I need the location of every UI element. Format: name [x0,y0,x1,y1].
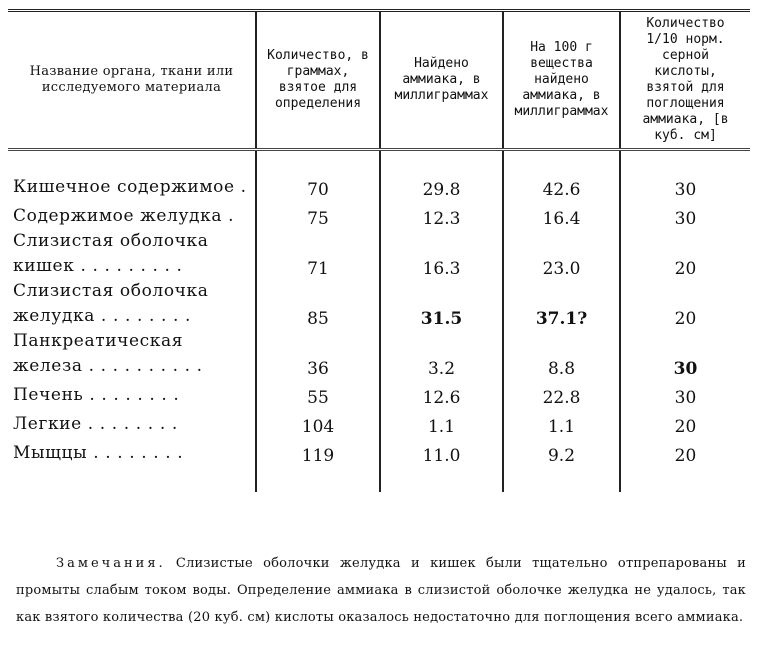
row-grams: 104 [256,408,380,437]
row-ammonia-mg: 12.3 [380,200,503,229]
row-per-100g: 22.8 [503,379,620,408]
note-text: Слизистые оболочки желудка и кишек были тщательно отпрепарованы и промыты слабым током воды. Определение аммиака в слизистой оболочке желудка не удалось, так как взятого количества (20 куб. см) кислоты оказалось недостаточно для поглощения всего аммиака. [16,556,746,625]
table-note [16,550,746,631]
header-organ-name: Название органа, ткани или исследуемого материала [8,11,256,150]
row-ammonia-mg: 11.0 [380,437,503,474]
row-grams: 70 [256,171,380,200]
row-name: Слизистая оболочка кишек . . . . . . . . . [13,231,209,276]
row-name: Содержимое желудка . [13,206,235,226]
header-per-100g: На 100 г вещества найдено аммиака, в миллиграммах [503,11,620,150]
row-acid-cc: 20 [620,279,750,329]
header-grams: Количество, в граммах, взятое для определения [256,11,380,150]
row-name: Кишечное содержимое . [13,177,247,197]
row-acid-cc: 30 [620,379,750,408]
row-per-100g: 1.1 [503,408,620,437]
row-grams: 71 [256,229,380,279]
row-per-100g: 42.6 [503,171,620,200]
row-ammonia-mg: 16.3 [380,229,503,279]
row-name: Легкие . . . . . . . . [13,414,178,434]
table-row [8,408,750,437]
row-per-100g: 23.0 [503,229,620,279]
row-name: Панкреатическая железа . . . . . . . . . . [13,331,203,376]
row-per-100g: 37.1? [503,279,620,329]
row-acid-cc: 20 [620,408,750,437]
header-ammonia-found: Найдено аммиака, в миллиграммах [380,11,503,150]
row-grams: 119 [256,437,380,474]
row-acid-cc: 30 [620,171,750,200]
row-per-100g: 9.2 [503,437,620,474]
row-name: Мыщцы . . . . . . . . [13,443,184,463]
table-header-row [8,11,750,150]
row-acid-cc: 20 [620,437,750,474]
row-ammonia-mg: 31.5 [380,279,503,329]
row-acid-cc: 30 [620,329,750,379]
row-name: Слизистая оболочка желудка . . . . . . . . [13,281,209,326]
table-row [8,229,750,279]
ammonia-table [8,9,750,492]
row-ammonia-mg: 3.2 [380,329,503,379]
row-grams: 55 [256,379,380,408]
row-ammonia-mg: 1.1 [380,408,503,437]
table-row [8,200,750,229]
table-row [8,329,750,379]
row-acid-cc: 20 [620,229,750,279]
row-name: Печень . . . . . . . . [13,385,180,405]
table-row [8,437,750,474]
header-acid-volume: Количество 1/10 норм. серной кислоты, взятой для поглощения аммиака, [в куб. см] [620,11,750,150]
row-grams: 75 [256,200,380,229]
table-row [8,379,750,408]
row-acid-cc: 30 [620,200,750,229]
table-row [8,171,750,200]
row-ammonia-mg: 29.8 [380,171,503,200]
row-ammonia-mg: 12.6 [380,379,503,408]
row-grams: 36 [256,329,380,379]
table-row [8,279,750,329]
row-grams: 85 [256,279,380,329]
row-per-100g: 16.4 [503,200,620,229]
note-title: Замечания. [56,556,166,571]
row-per-100g: 8.8 [503,329,620,379]
